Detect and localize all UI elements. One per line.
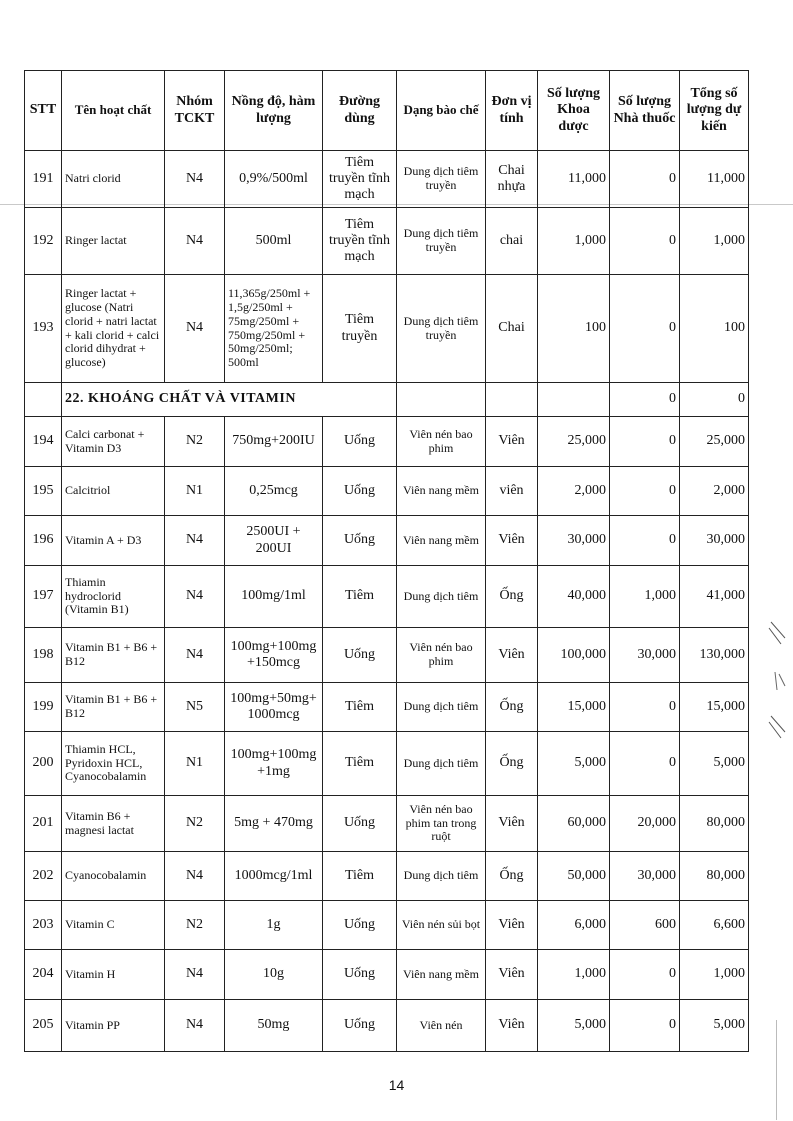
group-pharmacy-total: 0 xyxy=(610,383,680,417)
stt-cell: 195 xyxy=(25,467,62,516)
qty-pharmacy-cell: 0 xyxy=(610,467,680,516)
route-cell: Uống xyxy=(323,901,397,950)
col-stt-header: STT xyxy=(25,71,62,151)
group-cell: N4 xyxy=(165,950,225,1000)
dosage-form-cell: Viên nén bao phim xyxy=(397,417,486,467)
unit-cell: Viên xyxy=(486,516,538,566)
table-row xyxy=(25,683,749,732)
concentration-cell: 750mg+200IU xyxy=(225,417,323,467)
qty-dept-cell: 100,000 xyxy=(538,628,610,683)
dosage-form-cell: Dung dịch tiêm xyxy=(397,566,486,628)
qty-dept-cell: 100 xyxy=(538,275,610,383)
table-header-row xyxy=(25,71,749,151)
active-ingredient-cell: Ringer lactat + glucose (Natri clorid + natri lactat + kali clorid + calci clorid dihydrat + glucose) xyxy=(62,275,165,383)
qty-total-cell: 5,000 xyxy=(680,1000,749,1052)
dosage-form-cell: Viên nang mềm xyxy=(397,516,486,566)
qty-pharmacy-cell: 600 xyxy=(610,901,680,950)
group-row xyxy=(25,383,749,417)
table-row xyxy=(25,566,749,628)
qty-dept-cell: 1,000 xyxy=(538,950,610,1000)
unit-cell: Chai nhựa xyxy=(486,151,538,208)
qty-total-cell: 30,000 xyxy=(680,516,749,566)
dosage-form-cell: Dung dịch tiêm xyxy=(397,732,486,796)
route-cell: Uống xyxy=(323,1000,397,1052)
qty-pharmacy-cell: 1,000 xyxy=(610,566,680,628)
group-empty-cell xyxy=(486,383,538,417)
group-cell: N2 xyxy=(165,417,225,467)
group-cell: N5 xyxy=(165,683,225,732)
group-cell: N4 xyxy=(165,516,225,566)
qty-pharmacy-cell: 0 xyxy=(610,208,680,275)
qty-total-cell: 25,000 xyxy=(680,417,749,467)
col-qty-total-header: Tổng số lượng dự kiến xyxy=(680,71,749,151)
group-cell: N4 xyxy=(165,852,225,901)
unit-cell: Chai xyxy=(486,275,538,383)
unit-cell: Viên xyxy=(486,796,538,852)
concentration-cell: 100mg+100mg +1mg xyxy=(225,732,323,796)
concentration-cell: 100mg+100mg +150mcg xyxy=(225,628,323,683)
col-unit-header: Đơn vị tính xyxy=(486,71,538,151)
route-cell: Tiêm xyxy=(323,566,397,628)
qty-dept-cell: 15,000 xyxy=(538,683,610,732)
unit-cell: Viên xyxy=(486,417,538,467)
page-number: 14 xyxy=(388,1077,405,1093)
concentration-cell: 1000mcg/1ml xyxy=(225,852,323,901)
stt-cell: 203 xyxy=(25,901,62,950)
route-cell: Tiêm xyxy=(323,852,397,901)
route-cell: Uống xyxy=(323,628,397,683)
qty-pharmacy-cell: 30,000 xyxy=(610,852,680,901)
active-ingredient-cell: Thiamin HCL, Pyridoxin HCL, Cyanocobalamin xyxy=(62,732,165,796)
dosage-form-cell: Viên nén sủi bọt xyxy=(397,901,486,950)
unit-cell: Viên xyxy=(486,628,538,683)
route-cell: Uống xyxy=(323,950,397,1000)
qty-dept-cell: 25,000 xyxy=(538,417,610,467)
concentration-cell: 0,25mcg xyxy=(225,467,323,516)
dosage-form-cell: Viên nang mềm xyxy=(397,467,486,516)
col-group-header: Nhóm TCKT xyxy=(165,71,225,151)
table-row xyxy=(25,732,749,796)
qty-total-cell: 41,000 xyxy=(680,566,749,628)
qty-pharmacy-cell: 0 xyxy=(610,683,680,732)
table-row xyxy=(25,901,749,950)
group-stt-cell xyxy=(25,383,62,417)
route-cell: Uống xyxy=(323,516,397,566)
qty-total-cell: 100 xyxy=(680,275,749,383)
qty-dept-cell: 11,000 xyxy=(538,151,610,208)
qty-dept-cell: 6,000 xyxy=(538,901,610,950)
table-row xyxy=(25,950,749,1000)
drug-list-table xyxy=(24,70,749,1052)
qty-total-cell: 2,000 xyxy=(680,467,749,516)
group-cell: N4 xyxy=(165,566,225,628)
qty-dept-cell: 60,000 xyxy=(538,796,610,852)
dosage-form-cell: Viên nén xyxy=(397,1000,486,1052)
concentration-cell: 0,9%/500ml xyxy=(225,151,323,208)
qty-dept-cell: 2,000 xyxy=(538,467,610,516)
stt-cell: 199 xyxy=(25,683,62,732)
group-cell: N4 xyxy=(165,628,225,683)
active-ingredient-cell: Vitamin H xyxy=(62,950,165,1000)
unit-cell: viên xyxy=(486,467,538,516)
col-qty-pharmacy-header: Số lượng Nhà thuốc xyxy=(610,71,680,151)
qty-dept-cell: 5,000 xyxy=(538,732,610,796)
qty-total-cell: 6,600 xyxy=(680,901,749,950)
route-cell: Uống xyxy=(323,417,397,467)
qty-pharmacy-cell: 20,000 xyxy=(610,796,680,852)
group-cell: N4 xyxy=(165,208,225,275)
active-ingredient-cell: Vitamin B1 + B6 + B12 xyxy=(62,628,165,683)
unit-cell: Ống xyxy=(486,683,538,732)
qty-total-cell: 11,000 xyxy=(680,151,749,208)
concentration-cell: 10g xyxy=(225,950,323,1000)
dosage-form-cell: Dung dịch tiêm xyxy=(397,683,486,732)
concentration-cell: 2500UI + 200UI xyxy=(225,516,323,566)
active-ingredient-cell: Ringer lactat xyxy=(62,208,165,275)
table-row xyxy=(25,796,749,852)
qty-pharmacy-cell: 30,000 xyxy=(610,628,680,683)
group-cell: N4 xyxy=(165,1000,225,1052)
scan-edge xyxy=(776,1020,777,1120)
stt-cell: 193 xyxy=(25,275,62,383)
concentration-cell: 5mg + 470mg xyxy=(225,796,323,852)
group-cell: N4 xyxy=(165,151,225,208)
group-empty-cell xyxy=(397,383,486,417)
table-row xyxy=(25,1000,749,1052)
qty-total-cell: 15,000 xyxy=(680,683,749,732)
col-qty-dept-header: Số lượng Khoa dược xyxy=(538,71,610,151)
qty-dept-cell: 50,000 xyxy=(538,852,610,901)
dosage-form-cell: Viên nén bao phim tan trong ruột xyxy=(397,796,486,852)
table-row xyxy=(25,467,749,516)
dosage-form-cell: Dung dịch tiêm truyền xyxy=(397,151,486,208)
qty-dept-cell: 40,000 xyxy=(538,566,610,628)
qty-dept-cell: 30,000 xyxy=(538,516,610,566)
group-cell: N4 xyxy=(165,275,225,383)
qty-total-cell: 1,000 xyxy=(680,950,749,1000)
route-cell: Tiêm truyền tĩnh mạch xyxy=(323,208,397,275)
dosage-form-cell: Viên nang mềm xyxy=(397,950,486,1000)
group-cell: N1 xyxy=(165,467,225,516)
col-route-header: Đường dùng xyxy=(323,71,397,151)
unit-cell: Ống xyxy=(486,852,538,901)
dosage-form-cell: Dung dịch tiêm truyền xyxy=(397,275,486,383)
route-cell: Tiêm truyền xyxy=(323,275,397,383)
stt-cell: 197 xyxy=(25,566,62,628)
group-empty-cell xyxy=(538,383,610,417)
stt-cell: 204 xyxy=(25,950,62,1000)
route-cell: Uống xyxy=(323,796,397,852)
stt-cell: 201 xyxy=(25,796,62,852)
active-ingredient-cell: Vitamin PP xyxy=(62,1000,165,1052)
dosage-form-cell: Viên nén bao phim xyxy=(397,628,486,683)
qty-total-cell: 130,000 xyxy=(680,628,749,683)
qty-total-cell: 1,000 xyxy=(680,208,749,275)
qty-pharmacy-cell: 0 xyxy=(610,151,680,208)
qty-pharmacy-cell: 0 xyxy=(610,1000,680,1052)
qty-pharmacy-cell: 0 xyxy=(610,732,680,796)
group-cell: N2 xyxy=(165,901,225,950)
concentration-cell: 1g xyxy=(225,901,323,950)
stt-cell: 192 xyxy=(25,208,62,275)
active-ingredient-cell: Thiamin hydroclorid (Vitamin B1) xyxy=(62,566,165,628)
stt-cell: 205 xyxy=(25,1000,62,1052)
active-ingredient-cell: Calcitriol xyxy=(62,467,165,516)
active-ingredient-cell: Calci carbonat + Vitamin D3 xyxy=(62,417,165,467)
unit-cell: Viên xyxy=(486,901,538,950)
concentration-cell: 100mg+50mg+ 1000mcg xyxy=(225,683,323,732)
table-row xyxy=(25,208,749,275)
active-ingredient-cell: Vitamin B6 + magnesi lactat xyxy=(62,796,165,852)
qty-pharmacy-cell: 0 xyxy=(610,417,680,467)
unit-cell: Viên xyxy=(486,950,538,1000)
group-cell: N1 xyxy=(165,732,225,796)
route-cell: Tiêm xyxy=(323,683,397,732)
table-row xyxy=(25,852,749,901)
concentration-cell: 11,365g/250ml + 1,5g/250ml + 75mg/250ml + 750mg/250ml + 50mg/250ml; 500ml xyxy=(225,275,323,383)
dosage-form-cell: Dung dịch tiêm truyền xyxy=(397,208,486,275)
stt-cell: 191 xyxy=(25,151,62,208)
active-ingredient-cell: Vitamin B1 + B6 + B12 xyxy=(62,683,165,732)
unit-cell: chai xyxy=(486,208,538,275)
active-ingredient-cell: Natri clorid xyxy=(62,151,165,208)
unit-cell: Viên xyxy=(486,1000,538,1052)
qty-dept-cell: 1,000 xyxy=(538,208,610,275)
active-ingredient-cell: Vitamin A + D3 xyxy=(62,516,165,566)
stt-cell: 194 xyxy=(25,417,62,467)
route-cell: Uống xyxy=(323,467,397,516)
concentration-cell: 500ml xyxy=(225,208,323,275)
stt-cell: 198 xyxy=(25,628,62,683)
stt-cell: 200 xyxy=(25,732,62,796)
concentration-cell: 100mg/1ml xyxy=(225,566,323,628)
group-title: 22. KHOÁNG CHẤT VÀ VITAMIN xyxy=(62,383,397,417)
col-name-header: Tên hoạt chất xyxy=(62,71,165,151)
margin-scan-marks xyxy=(765,620,789,740)
qty-dept-cell: 5,000 xyxy=(538,1000,610,1052)
route-cell: Tiêm truyền tĩnh mạch xyxy=(323,151,397,208)
table-row xyxy=(25,516,749,566)
qty-pharmacy-cell: 0 xyxy=(610,950,680,1000)
col-form-header: Dạng bào chế xyxy=(397,71,486,151)
active-ingredient-cell: Vitamin C xyxy=(62,901,165,950)
concentration-cell: 50mg xyxy=(225,1000,323,1052)
table-row xyxy=(25,628,749,683)
active-ingredient-cell: Cyanocobalamin xyxy=(62,852,165,901)
qty-total-cell: 80,000 xyxy=(680,796,749,852)
table-row xyxy=(25,417,749,467)
unit-cell: Ống xyxy=(486,732,538,796)
dosage-form-cell: Dung dịch tiêm xyxy=(397,852,486,901)
qty-total-cell: 5,000 xyxy=(680,732,749,796)
group-cell: N2 xyxy=(165,796,225,852)
table-row xyxy=(25,151,749,208)
unit-cell: Ống xyxy=(486,566,538,628)
table-row xyxy=(25,275,749,383)
qty-total-cell: 80,000 xyxy=(680,852,749,901)
stt-cell: 202 xyxy=(25,852,62,901)
col-concentration-header: Nồng độ, hàm lượng xyxy=(225,71,323,151)
qty-pharmacy-cell: 0 xyxy=(610,516,680,566)
route-cell: Tiêm xyxy=(323,732,397,796)
stt-cell: 196 xyxy=(25,516,62,566)
group-grand-total: 0 xyxy=(680,383,749,417)
qty-pharmacy-cell: 0 xyxy=(610,275,680,383)
